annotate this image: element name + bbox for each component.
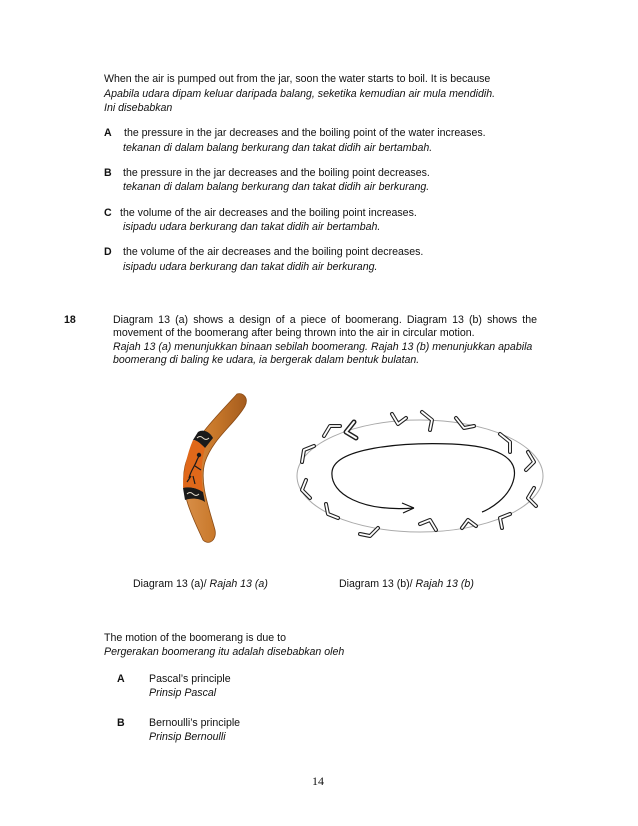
q17-option-c-en: the volume of the air decreases and the boiling point increases.	[120, 207, 417, 219]
caption-diagram-b-ms: Rajah 13 (b)	[415, 578, 474, 590]
boomerang-glyphs	[302, 412, 536, 536]
q17-option-c-ms: isipadu udara berkurang dan takat didih air bertambah.	[123, 221, 381, 233]
caption-diagram-b-en: Diagram 13 (b)/	[339, 578, 413, 590]
q18-option-a-en: Pascal’s principle	[149, 673, 231, 685]
q17-option-a-en: the pressure in the jar decreases and the boiling point of the water increases.	[124, 127, 486, 139]
q17-option-a-ms: tekanan di dalam balang berkurang dan takat didih air bertambah.	[123, 142, 433, 154]
q17-stem-en: When the air is pumped out from the jar, soon the water starts to boil. It is because	[104, 73, 491, 85]
q17-option-d-en: the volume of the air decreases and the boiling point decreases.	[123, 246, 424, 258]
q17-option-c-letter: C	[104, 207, 112, 219]
page-number: 14	[312, 774, 324, 788]
q17-option-b-en: the pressure in the jar decreases and the boiling point decreases.	[123, 167, 430, 179]
q17-option-d-ms: isipadu udara berkurang dan takat didih air berkurang.	[123, 261, 378, 273]
q17-stem-ms-2: Ini disebabkan	[104, 102, 173, 114]
q17-stem-ms-1: Apabila udara dipam keluar daripada balang, seketika kemudian air mula mendidih.	[104, 88, 496, 100]
boomerang-motion-diagram	[292, 400, 554, 560]
q18-line-4: boomerang di baling ke udara, ia bergerak dalam bentuk bulatan.	[113, 354, 420, 366]
caption-diagram-b	[339, 578, 474, 591]
motion-arrow	[332, 444, 515, 512]
q17-option-b-letter: B	[104, 167, 112, 179]
caption-diagram-a-en: Diagram 13 (a)/	[133, 578, 207, 590]
q17-option-d-letter: D	[104, 246, 112, 258]
q18-stem-ms: Pergerakan boomerang itu adalah disebabkan oleh	[104, 646, 345, 658]
caption-diagram-a	[133, 578, 268, 591]
q18-option-a-letter: A	[117, 673, 125, 685]
q18-line-2: movement of the boomerang after being thrown into the air in circular motion.	[113, 327, 475, 339]
q18-option-b-letter: B	[117, 717, 125, 729]
q18-number: 18	[64, 314, 76, 326]
caption-diagram-a-ms: Rajah 13 (a)	[209, 578, 268, 590]
q17-option-a-letter: A	[104, 127, 112, 139]
q17-option-b-ms: tekanan di dalam balang berkurang dan takat didih air berkurang.	[123, 181, 430, 193]
q18-option-b-ms: Prinsip Bernoulli	[149, 731, 226, 743]
q18-stem-en: The motion of the boomerang is due to	[104, 632, 286, 644]
boomerang-illustration	[165, 390, 255, 550]
q18-line-3: Rajah 13 (a) menunjukkan binaan sebilah boomerang. Rajah 13 (b) menunjukkan apabila	[113, 341, 533, 353]
q18-option-b-en: Bernoulli’s principle	[149, 717, 241, 729]
q18-option-a-ms: Prinsip Pascal	[149, 687, 217, 699]
q18-line-1: Diagram 13 (a) shows a design of a piece of boomerang. Diagram 13 (b) shows the	[113, 314, 537, 326]
